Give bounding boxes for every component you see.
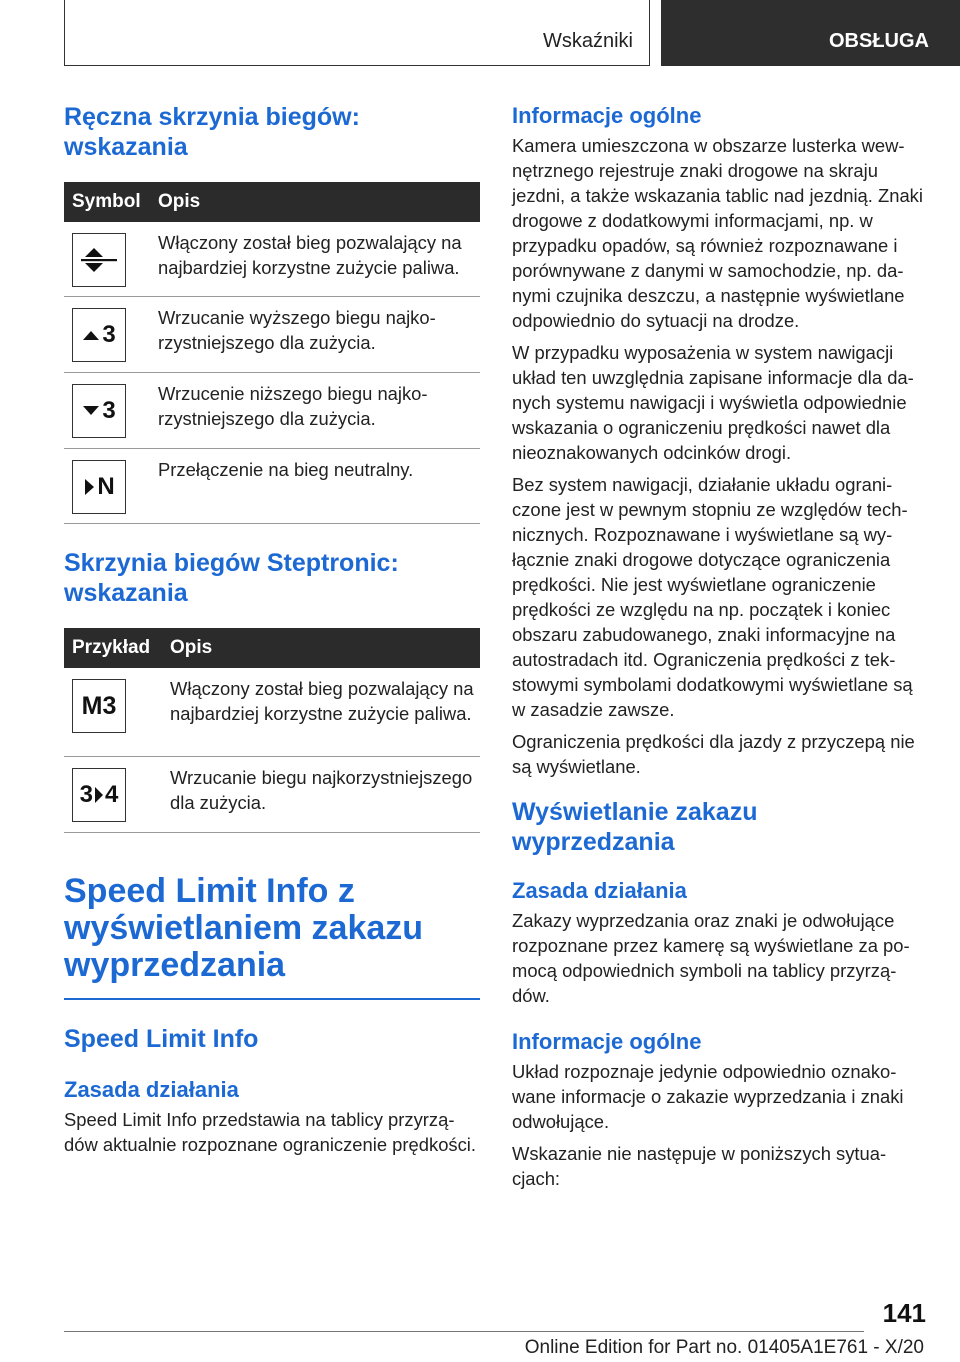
column-header-description: Opis [170, 637, 213, 658]
general-heading: Informacje ogólne [512, 103, 702, 128]
general-paragraph: Ograniczenia prędkości dla jazdy z przyczepą nie są wyświetlane. [512, 731, 915, 777]
general-paragraph: W przypadku wyposażenia w system nawigacji układ ten uwzględnia zapisane informacje dla danych systemu nawigacji i wyświetla odpowiednie wskazania o ograniczeniu prędkości nawet dla nieoznakowanych odcinków drogi. [512, 342, 914, 463]
right-column [512, 102, 928, 1191]
steptronic-heading: Skrzynia biegów Steptronic: wskazania [64, 549, 399, 607]
principle-text: Speed Limit Info przedstawia na tablicy przyrządów aktualnie rozpoznane ograniczenie prędkości. [64, 1109, 477, 1155]
footer-rule [64, 1331, 864, 1332]
row-description: Włączony został bieg pozwalający na najbardziej korzystne zużycie paliwa. [158, 232, 462, 278]
left-column [64, 102, 480, 1157]
manual-gearbox-table [64, 182, 480, 524]
heading-rule [64, 998, 480, 1000]
row-description: Wrzucanie biegu najkorzystniejszego dla zużycia. [170, 767, 473, 813]
page-number: 141 [882, 1298, 926, 1328]
speed-limit-heading: Speed Limit Info z wyświetlaniem zakazu wyprzedzania [64, 872, 424, 984]
footer-edition: Online Edition for Part no. 01405A1E761 - X/20 [524, 1337, 924, 1358]
manual-gearbox-heading: Ręczna skrzynia biegów: wskazania [64, 103, 360, 161]
column-header-description: Opis [158, 191, 201, 212]
header-chapter-tab: OBSŁUGA [661, 0, 960, 66]
manual-mode-icon: M3 [72, 679, 126, 733]
overtaking-general-paragraph: Wskazanie nie następuje w poniższych sytuacjach: [512, 1143, 887, 1189]
shift-up-down-icon [72, 233, 126, 287]
overtaking-heading: Wyświetlanie zakazu wyprzedzania [512, 798, 758, 856]
column-header-example: Przykład [72, 637, 151, 658]
overtaking-principle-heading: Zasada działania [512, 878, 687, 903]
overtaking-general-heading: Informacje ogólne [512, 1029, 702, 1054]
steptronic-table [64, 628, 480, 833]
header-section-title: Wskaźniki [542, 30, 633, 52]
table-header [64, 628, 480, 668]
row-description: Przełączenie na bieg neutralny. [158, 459, 414, 480]
column-header-symbol: Symbol [72, 191, 141, 212]
table-row [64, 373, 480, 449]
general-paragraph: Bez system nawigacji, działanie układu ograniczone jest w pewnym stopniu ze względów technicznych. Rozpoznawane i wyświetlane są wyłącznie znaki drogowe dotyczące ograniczenia prędkości. Nie jest wyświetlane ograniczenie prędkości ze względu na np. początek i koniec obszaru zabudowanego, znaki informacyjne na autostradach itd. Ograniczenia prędkości z tekstowymi symbolami dodatkowymi wyświetlane są w zasadzie zawsze. [512, 474, 913, 720]
table-row [64, 222, 480, 297]
speed-limit-subheading: Speed Limit Info [64, 1025, 259, 1053]
table-row [64, 449, 480, 524]
overtaking-principle-text: Zakazy wyprzedzania oraz znaki je odwołujące rozpoznane przez kamerę są wyświetlane za pomocą odpowiednich symboli na tablicy przyrządów. [512, 910, 910, 1006]
table-row [64, 757, 480, 833]
principle-heading: Zasada działania [64, 1077, 239, 1102]
table-header [64, 182, 480, 222]
header-section-box [64, 0, 650, 66]
gear-change-icon: 3 4 [72, 768, 126, 822]
general-paragraph: Kamera umieszczona w obszarze lusterka wewnętrznego rejestruje znaki drogowe na skraju jezdni, a także wskazania tablic nad jezdnią. Znaki drogowe z dodatkowymi informacjami, np. w przypadku opadów, są również rozpoznawane i porównywane z danymi w samochodzie, np. danymi czujnika deszczu, a następnie wyświetlane odpowiednio do sytuacji na drodze. [512, 135, 923, 331]
upshift-icon: 3 [72, 308, 126, 362]
neutral-icon: N [72, 460, 126, 514]
table-row [64, 668, 480, 757]
row-description: Wrzucenie niższego biegu najkorzystniejszego dla zużycia. [158, 383, 428, 429]
row-description: Wrzucanie wyższego biegu najkorzystniejszego dla zużycia. [158, 307, 436, 353]
overtaking-general-paragraph: Układ rozpoznaje jedynie odpowiednio oznakowane informacje o zakazie wyprzedzania i znaki odwołujące. [512, 1061, 904, 1132]
table-row [64, 297, 480, 373]
row-description: Włączony został bieg pozwalający na najbardziej korzystne zużycie paliwa. [170, 678, 474, 724]
downshift-icon: 3 [72, 384, 126, 438]
